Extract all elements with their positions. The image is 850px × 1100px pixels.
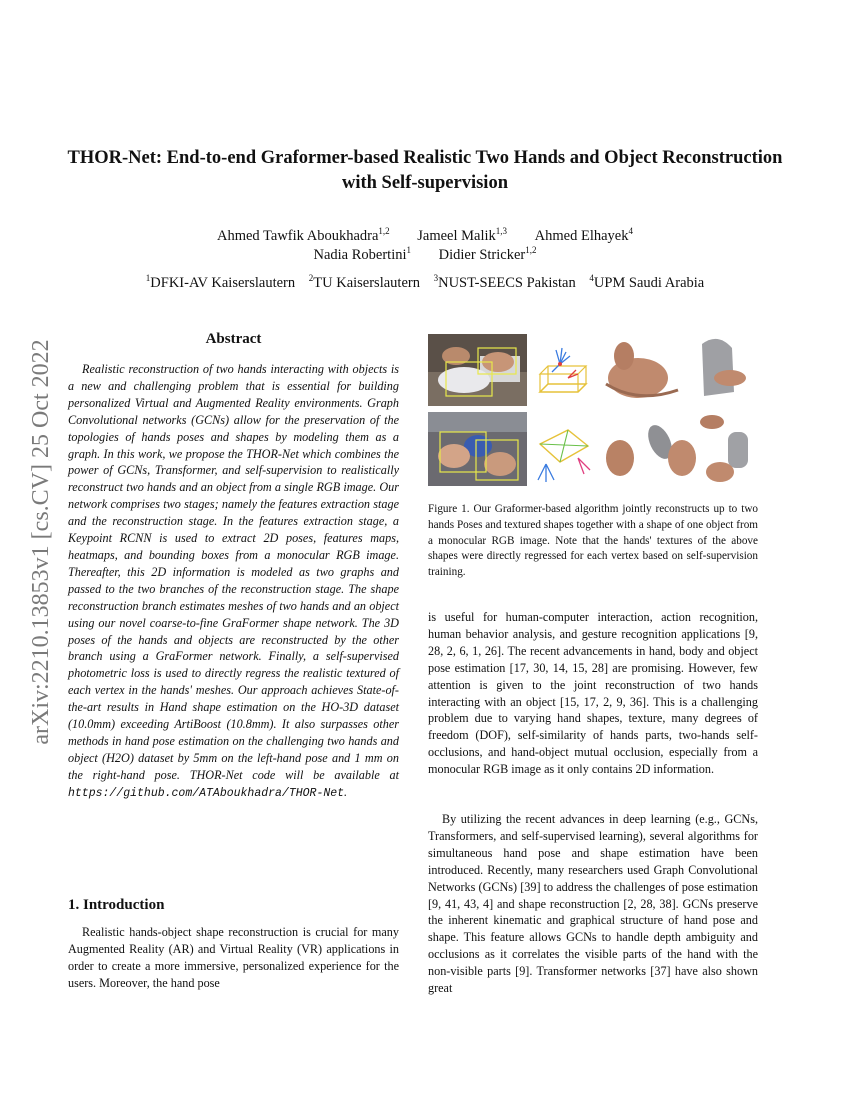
pose-panel-bottom	[532, 412, 594, 486]
body-paragraph: By utilizing the recent advances in deep learning (e.g., GCNs, Transformers, and self-supervised learning), several algorithms for simultaneous hand pose and shape estimation have been introduced. Recently, many researchers used Graph Convolutional Networks (GCNs) [39] to address the challenges of pose estimation [9, 41, 43, 4] and shape reconstruction [2, 28, 38]. GCNs preserve the inherent kinematic and graphical structure of hand pose and shape. This feature allows GCNs to handle depth ambiguity and occlusions as it correlates the visible parts of the hand with the non-visible parts [9]. Transformer networks [37] have also shown great	[428, 812, 758, 996]
introduction-body: Realistic hands-object shape reconstruction is crucial for many Augmented Reality (AR) and Virtual Reality (VR) applications in order to create a more immersive, personalized experience for the users. Moreover, the hand pose	[68, 925, 399, 990]
affiliations	[60, 273, 790, 293]
affiliation: $^1$DFKI-AV Kaiserslautern	[145, 273, 296, 291]
photo-panel-top	[428, 334, 527, 406]
mesh-panel-top	[598, 334, 758, 406]
introduction-heading: 1. Introduction	[68, 897, 165, 913]
photo-panel-bottom	[428, 412, 527, 486]
abstract-heading: Abstract	[205, 331, 262, 347]
author: Didier Stricker$^{1,2}$	[438, 245, 537, 263]
affiliation: $^2$TU Kaiserslautern	[308, 273, 420, 291]
affiliation: $^3$NUST-SEECS Pakistan	[433, 273, 576, 291]
code-link[interactable]: https://github.com/ATAboukhadra/THOR-Net	[68, 786, 345, 800]
body-paragraph: is useful for human-computer interaction, action recognition, human behavior analysis, and gesture recognition applications [9, 28, 2, 6, 1, 26]. The recent advancements in hand, body and object pose estimation [17, 30, 14, 15, 28] are promising. However, few attention is given to the joint reconstruction of two hands interacting with an object [15, 17, 2, 9, 36]. This is a challenging problem due to varying hand shapes, texture, many degrees of freedom (DOF), self-similarity of hands parts, two-hands self-occlusions, and hand-object mutual occlusion, especially from a monocular RGB image as it only contains 2D information.	[428, 610, 758, 777]
abstract-body: Realistic reconstruction of two hands interacting with objects is a new and challenging problem that is essential for building personalized Virtual and Augmented Reality environments. Graph Convolutional networks (GCNs) allow for the preservation of the topologies of hands poses and shapes by modeling them as a graph. In this work, we propose the THOR-Net which combines the power of GCNs, Transformer, and self-supervision to realistically reconstruct two hands and an object from a single RGB image. Our network comprises two stages; namely the features extraction stage and the reconstruction stage. In the features extraction stage, a Keypoint RCNN is used to extract 2D poses, features maps, heatmaps, and bounding boxes from a monocular RGB image. Thereafter, this 2D information is modeled as two graphs and passed to the two branches of the reconstruction stage. The shape reconstruction branch estimates meshes of two hands and an object using our novel coarse-to-fine GraFormer shape network. The 3D poses of the hands and objects are reconstructed by the other branch using a GraFormer network. Finally, a self-supervised photometric loss is used to directly regress the realistic textured of each vertex in the hands' meshes. Our approach achieves State-of-the-art results in Hand shape estimation on the HO-3D dataset (10.0mm) exceeding ArtiBoost (10.8mm). It also surpasses other methods in hand pose estimation on the challenging two hands and object (H2O) dataset by 5mm on the left-hand pose and 1 mm on the right-hand pose. THOR-Net code will be available at https://github.com/ATAboukhadra/THOR-Net.	[68, 362, 399, 800]
paper-title: THOR-Net: End-to-end Graformer-based Realistic Two Hands and Object Reconstruction with Self-supervision	[67, 148, 783, 193]
author: Ahmed Tawfik Aboukhadra$^{1,2}$	[216, 226, 390, 244]
author: Nadia Robertini$^1$	[313, 245, 412, 263]
pose-panel-top	[532, 334, 594, 406]
authors-line-1	[100, 226, 750, 246]
author: Jameel Malik$^{1,3}$	[417, 226, 508, 244]
figure-1	[428, 334, 758, 486]
arxiv-stamp	[18, 282, 58, 802]
arxiv-id-text: arXiv:2210.13853v1 [cs.CV] 25 Oct 2022	[28, 339, 54, 745]
mesh-panel-bottom	[598, 412, 758, 486]
author: Ahmed Elhayek$^4$	[534, 226, 633, 244]
figure-1-caption: Figure 1. Our Graformer-based algorithm jointly reconstructs up to two hands Poses and textured shapes together with a shape of one object from a monocular RGB image. Note that the hands' textures of the above shapes were directly regressed for each vertex based on self-supervision training.	[428, 503, 758, 579]
authors-line-2	[100, 245, 750, 265]
affiliation: $^4$UPM Saudi Arabia	[589, 273, 705, 291]
